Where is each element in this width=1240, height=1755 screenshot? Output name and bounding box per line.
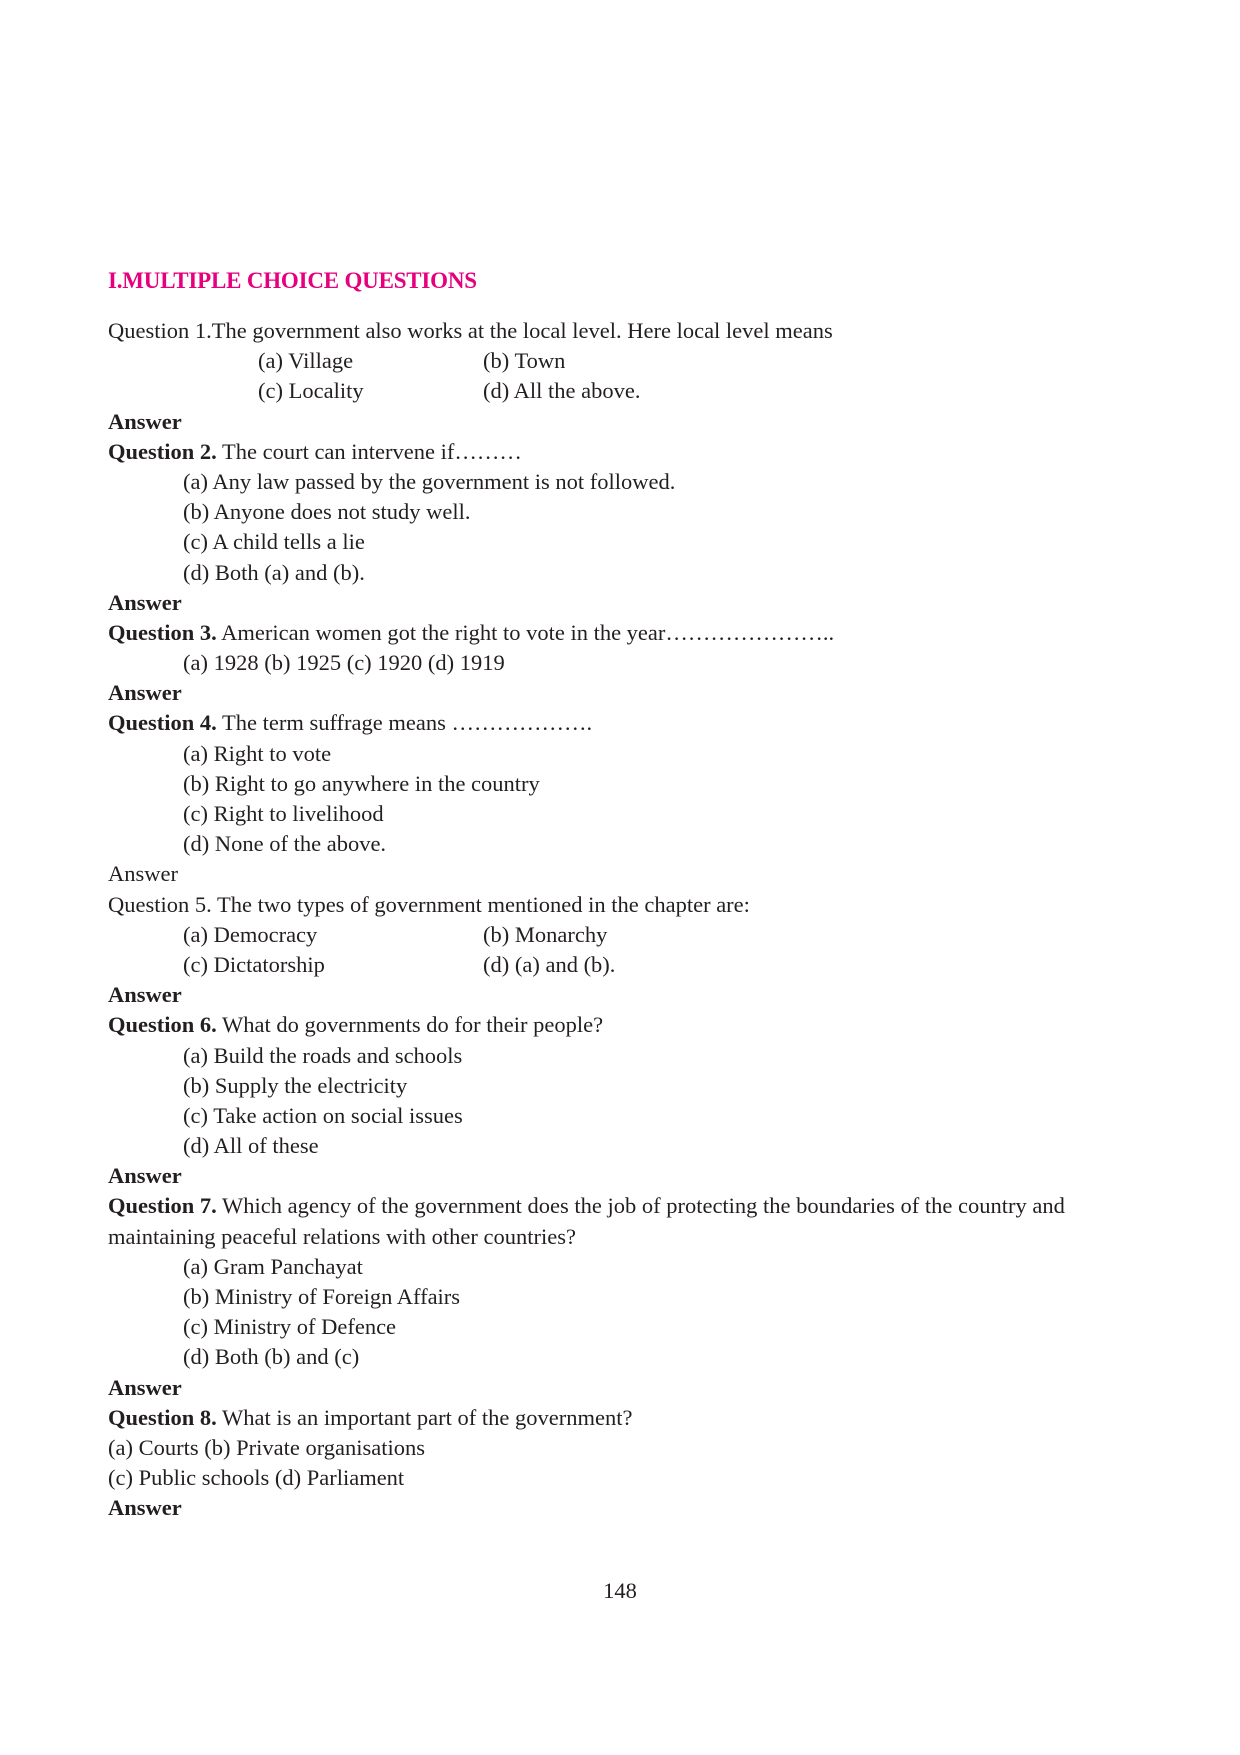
question-8-options-row-1: (a) Courts (b) Private organisations <box>108 1434 426 1460</box>
option-b: (b) Right to go anywhere in the country <box>183 770 540 796</box>
option-d: (d) All of these <box>183 1133 319 1159</box>
answer-label-3: Answer <box>108 680 182 706</box>
option-c: (c) Dictatorship <box>183 951 325 977</box>
answer-label-4: Answer <box>108 861 178 887</box>
question-6 <box>108 1010 1148 1040</box>
option-a: (a) Any law passed by the government is not followed. <box>183 468 676 494</box>
option-d: (d) (a) and (b). <box>483 951 616 977</box>
page-number: 148 <box>603 1578 637 1603</box>
question-4 <box>108 708 1148 738</box>
option-b: (b) Town <box>483 348 566 374</box>
option-d: (d) None of the above. <box>183 831 387 857</box>
option-d: (d) Both (b) and (c) <box>183 1344 360 1370</box>
question-1-options-row-2 <box>108 376 1148 406</box>
question-2-label: Question 2. <box>108 438 217 464</box>
option-c: (c) Locality <box>258 378 364 404</box>
answer-label-2: Answer <box>108 589 182 615</box>
question-5: Question 5. The two types of government mentioned in the chapter are: <box>108 891 750 917</box>
section-heading: I.MULTIPLE CHOICE QUESTIONS <box>108 268 477 293</box>
option-c: (c) Ministry of Defence <box>183 1314 397 1340</box>
question-7-label: Question 7. <box>108 1193 217 1219</box>
option-c: (c) Right to livelihood <box>183 801 384 826</box>
question-4-text: The term suffrage means ………………. <box>216 710 593 736</box>
question-6-label: Question 6. <box>108 1012 217 1038</box>
answer-label-6: Answer <box>108 1163 182 1189</box>
question-5-options-row-2 <box>108 950 1148 980</box>
question-3 <box>108 618 1148 648</box>
question-7-text: Which agency of the government does the job of protecting the boundaries of the country and maintaining peaceful relations with other countries? <box>108 1193 1065 1249</box>
question-2 <box>108 437 1148 467</box>
option-b: (b) Ministry of Foreign Affairs <box>183 1284 461 1310</box>
option-a: (a) Build the roads and schools <box>183 1042 463 1068</box>
question-4-label: Question 4. <box>108 710 217 736</box>
question-6-text: What do governments do for their people? <box>216 1012 604 1038</box>
question-list <box>108 316 1148 1524</box>
option-c: (c) Take action on social issues <box>183 1102 463 1128</box>
option-c: (c) A child tells a lie <box>183 529 365 555</box>
question-8 <box>108 1403 1148 1433</box>
option-a: (a) Village <box>258 348 354 374</box>
option-b: (b) Anyone does not study well. <box>183 499 471 525</box>
answer-label-7: Answer <box>108 1374 182 1400</box>
option-b: (b) Supply the electricity <box>183 1072 408 1098</box>
option-d: (d) Both (a) and (b). <box>183 559 365 585</box>
question-1-options-row-1 <box>108 346 1148 376</box>
option-a: (a) Democracy <box>183 921 318 947</box>
question-8-label: Question 8. <box>108 1404 217 1430</box>
question-7 <box>108 1191 1148 1251</box>
option-b: (b) Monarchy <box>483 921 608 947</box>
answer-label-8: Answer <box>108 1495 182 1521</box>
question-3-options: (a) 1928 (b) 1925 (c) 1920 (d) 1919 <box>183 650 505 676</box>
question-1: Question 1.The government also works at the local level. Here local level means <box>108 318 833 343</box>
option-a: (a) Gram Panchayat <box>183 1253 363 1279</box>
option-d: (d) All the above. <box>483 378 641 404</box>
question-3-label: Question 3. <box>108 619 217 645</box>
answer-label-1: Answer <box>108 408 182 434</box>
option-a: (a) Right to vote <box>183 740 332 766</box>
question-8-text: What is an important part of the government? <box>216 1404 633 1430</box>
question-3-text: American women got the right to vote in the year………………….. <box>216 619 835 645</box>
question-8-options-row-2: (c) Public schools (d) Parliament <box>108 1465 405 1491</box>
question-5-options-row-1 <box>108 920 1148 950</box>
answer-label-5: Answer <box>108 982 182 1008</box>
question-2-text: The court can intervene if……… <box>216 438 522 464</box>
